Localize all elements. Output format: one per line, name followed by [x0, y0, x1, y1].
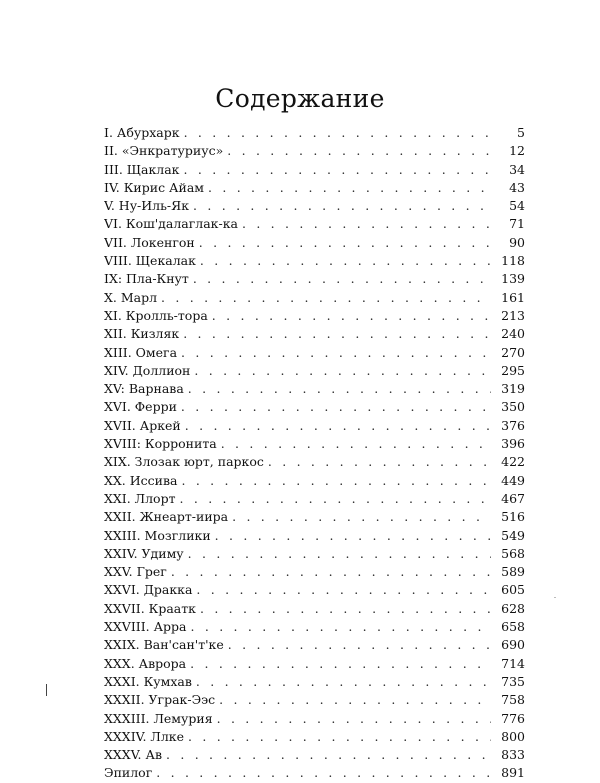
toc-leader-dots — [183, 325, 491, 343]
toc-entry[interactable] — [104, 215, 525, 233]
toc-entry-page-number: 833 — [501, 747, 525, 763]
toc-entry-page-number: 735 — [501, 673, 525, 689]
toc-leader-dots — [190, 655, 491, 673]
toc-entry[interactable] — [104, 417, 525, 435]
toc-entry-page-number: 12 — [509, 143, 525, 159]
toc-entry[interactable] — [104, 380, 525, 398]
toc-leader-dots — [200, 600, 491, 618]
toc-leader-dots — [181, 472, 491, 490]
toc-entry[interactable] — [104, 289, 525, 307]
toc-entry-page-number: 568 — [501, 545, 525, 561]
toc-entry-title: XXXI. Кумхав — [104, 673, 192, 689]
toc-leader-dots — [196, 581, 491, 599]
toc-entry-title: XXVII. Краатк — [104, 600, 196, 616]
toc-entry[interactable] — [104, 545, 525, 563]
toc-entry-title: IX: Пла-Кнут — [104, 271, 189, 287]
toc-entry-page-number: 891 — [501, 765, 525, 781]
toc-entry[interactable] — [104, 636, 525, 654]
toc-entry-page-number: 5 — [517, 125, 525, 140]
toc-entry-page-number: 319 — [501, 381, 525, 397]
toc-leader-dots — [228, 636, 491, 654]
toc-entry-page-number: 71 — [509, 216, 525, 232]
toc-leader-dots — [194, 362, 491, 380]
toc-entry-page-number: 376 — [501, 417, 525, 433]
toc-entry-title: XXXIV. Ллке — [104, 728, 185, 744]
toc-leader-dots — [166, 746, 491, 764]
toc-entry[interactable] — [104, 673, 525, 691]
toc-entry-title: X. Марл — [104, 289, 158, 305]
toc-leader-dots — [196, 673, 491, 691]
toc-entry-page-number: 467 — [501, 490, 525, 506]
toc-leader-dots — [156, 764, 491, 782]
toc-entry[interactable] — [104, 600, 525, 618]
toc-leader-dots — [181, 398, 491, 416]
toc-entry[interactable] — [104, 362, 525, 380]
toc-leader-dots — [242, 215, 491, 233]
toc-entry[interactable] — [104, 435, 525, 453]
toc-entry-page-number: 690 — [501, 637, 525, 653]
toc-entry[interactable] — [104, 490, 525, 508]
toc-entry-page-number: 213 — [501, 307, 525, 323]
toc-entry-page-number: 449 — [501, 472, 525, 488]
toc-entry-title: XXI. Ллорт — [104, 490, 176, 506]
toc-entry-page-number: 161 — [501, 289, 525, 305]
toc-entry-page-number: 139 — [501, 271, 525, 287]
toc-entry[interactable] — [104, 161, 525, 179]
toc-entry[interactable] — [104, 655, 525, 673]
toc-entry-title: XXXIII. Лемурия — [104, 710, 213, 726]
toc-entry-page-number: 516 — [501, 509, 525, 525]
toc-entry-page-number: 90 — [509, 234, 525, 250]
toc-leader-dots — [219, 691, 491, 709]
toc-entry-title: XVII. Аркей — [104, 417, 181, 433]
toc-entry[interactable] — [104, 527, 525, 545]
toc-entry[interactable] — [104, 398, 525, 416]
toc-entry[interactable] — [104, 142, 525, 160]
toc-entry[interactable] — [104, 764, 525, 782]
toc-entry-page-number: 396 — [501, 436, 525, 452]
toc-entry[interactable] — [104, 252, 525, 270]
toc-entry-page-number: 658 — [501, 619, 525, 635]
toc-leader-dots — [217, 710, 491, 728]
toc-entry-title: VII. Локенгон — [104, 234, 195, 250]
toc-entry-page-number: 605 — [501, 582, 525, 598]
toc-entry[interactable] — [104, 307, 525, 325]
toc-leader-dots — [188, 728, 491, 746]
toc-leader-dots — [232, 508, 491, 526]
toc-leader-dots — [180, 490, 492, 508]
toc-entry-title: XXVI. Дракка — [104, 582, 193, 598]
toc-leader-dots — [193, 197, 491, 215]
toc-entry[interactable] — [104, 691, 525, 709]
toc-entry-title: XXVIII. Арра — [104, 619, 187, 635]
toc-entry[interactable] — [104, 728, 525, 746]
toc-leader-dots — [188, 380, 491, 398]
toc-entry[interactable] — [104, 344, 525, 362]
toc-entry-page-number: 776 — [501, 710, 525, 726]
toc-entry-page-number: 628 — [501, 600, 525, 616]
toc-entry-title: XXV. Грег — [104, 564, 167, 580]
toc-entry-title: V. Ну-Иль-Як — [104, 198, 190, 214]
toc-entry-title: XXIII. Мозглики — [104, 527, 211, 543]
toc-entry[interactable] — [104, 746, 525, 764]
toc-leader-dots — [215, 527, 491, 545]
toc-entry-title: VIII. Щекалак — [104, 253, 196, 269]
toc-entry[interactable] — [104, 179, 525, 197]
toc-entry-title: XIV. Доллион — [104, 362, 191, 378]
toc-entry-title: I. Абурхарк — [104, 125, 180, 140]
toc-leader-dots — [188, 545, 491, 563]
toc-entry-title: IV. Кирис Айам — [104, 179, 205, 195]
toc-entry-page-number: 295 — [501, 362, 525, 378]
toc-leader-dots — [184, 124, 491, 142]
toc-entry-title: III. Щаклак — [104, 161, 180, 177]
toc-entry-page-number: 240 — [501, 326, 525, 342]
scan-artifact-mark — [46, 684, 47, 696]
toc-entry-title: XXIX. Ван'сан'т'ке — [104, 637, 224, 653]
toc-entry-page-number: 758 — [501, 692, 525, 708]
toc-entry-title: XIII. Омега — [104, 344, 178, 360]
toc-entry-title: XXXII. Уграк-Ээс — [104, 692, 216, 708]
toc-entry[interactable] — [104, 472, 525, 490]
toc-entry-page-number: 118 — [501, 253, 525, 269]
toc-entry[interactable] — [104, 124, 525, 142]
toc-leader-dots — [199, 234, 491, 252]
toc-entry[interactable] — [104, 581, 525, 599]
toc-entry[interactable] — [104, 508, 525, 526]
toc-leader-dots — [208, 179, 491, 197]
toc-entry[interactable] — [104, 197, 525, 215]
toc-entry-title: XXII. Жнеарт-иира — [104, 509, 229, 525]
toc-entry-title: XII. Кизляк — [104, 326, 180, 342]
toc-leader-dots — [200, 252, 491, 270]
toc-entry-title: XXIV. Удиму — [104, 545, 184, 561]
toc-entry-title: XXXV. Ав — [104, 747, 162, 763]
toc-entry-title: XX. Иссива — [104, 472, 178, 488]
toc-entry[interactable] — [104, 270, 525, 288]
toc-entry-page-number: 714 — [501, 655, 525, 671]
toc-entry-page-number: 549 — [501, 527, 525, 543]
scan-artifact-dot — [554, 597, 556, 598]
toc-entry-page-number: 589 — [501, 564, 525, 580]
toc-entry-title: XIX. Злозак юрт, паркос — [104, 454, 264, 470]
toc-leader-dots — [193, 270, 491, 288]
toc-entry-title: VI. Кош'далаглак-ка — [104, 216, 238, 232]
toc-entry[interactable] — [104, 563, 525, 581]
toc-entry-page-number: 34 — [509, 161, 525, 177]
toc-leader-dots — [227, 142, 491, 160]
toc-leader-dots — [268, 453, 491, 471]
toc-leader-dots — [161, 289, 491, 307]
toc-leader-dots — [191, 618, 491, 636]
toc-entry[interactable] — [104, 453, 525, 471]
page-title: Содержание — [215, 84, 385, 113]
toc-entry[interactable] — [104, 234, 525, 252]
toc-leader-dots — [221, 435, 491, 453]
toc-entry[interactable] — [104, 325, 525, 343]
toc-leader-dots — [181, 344, 491, 362]
toc-entry-page-number: 54 — [509, 198, 525, 214]
toc-entry-title: XV: Варнава — [104, 381, 184, 397]
toc-entry-title: II. «Энкратуриус» — [104, 143, 224, 159]
toc-entry-title: XXX. Аврора — [104, 655, 187, 671]
toc-entry-title: XVIII: Корронита — [104, 436, 217, 452]
toc-entry-page-number: 270 — [501, 344, 525, 360]
toc-leader-dots — [171, 563, 491, 581]
toc-leader-dots — [212, 307, 491, 325]
toc-entry-title: XVI. Ферри — [104, 399, 177, 415]
toc-entry-title: Эпилог — [104, 765, 153, 781]
toc-entry-page-number: 350 — [501, 399, 525, 415]
table-of-contents — [104, 124, 525, 783]
toc-entry-page-number: 422 — [501, 454, 525, 470]
toc-entry-title: XI. Кролль-тора — [104, 307, 208, 323]
toc-entry[interactable] — [104, 618, 525, 636]
toc-leader-dots — [184, 161, 492, 179]
toc-leader-dots — [185, 417, 491, 435]
toc-entry-page-number: 800 — [501, 728, 525, 744]
toc-entry-page-number: 43 — [509, 179, 525, 195]
toc-entry[interactable] — [104, 710, 525, 728]
